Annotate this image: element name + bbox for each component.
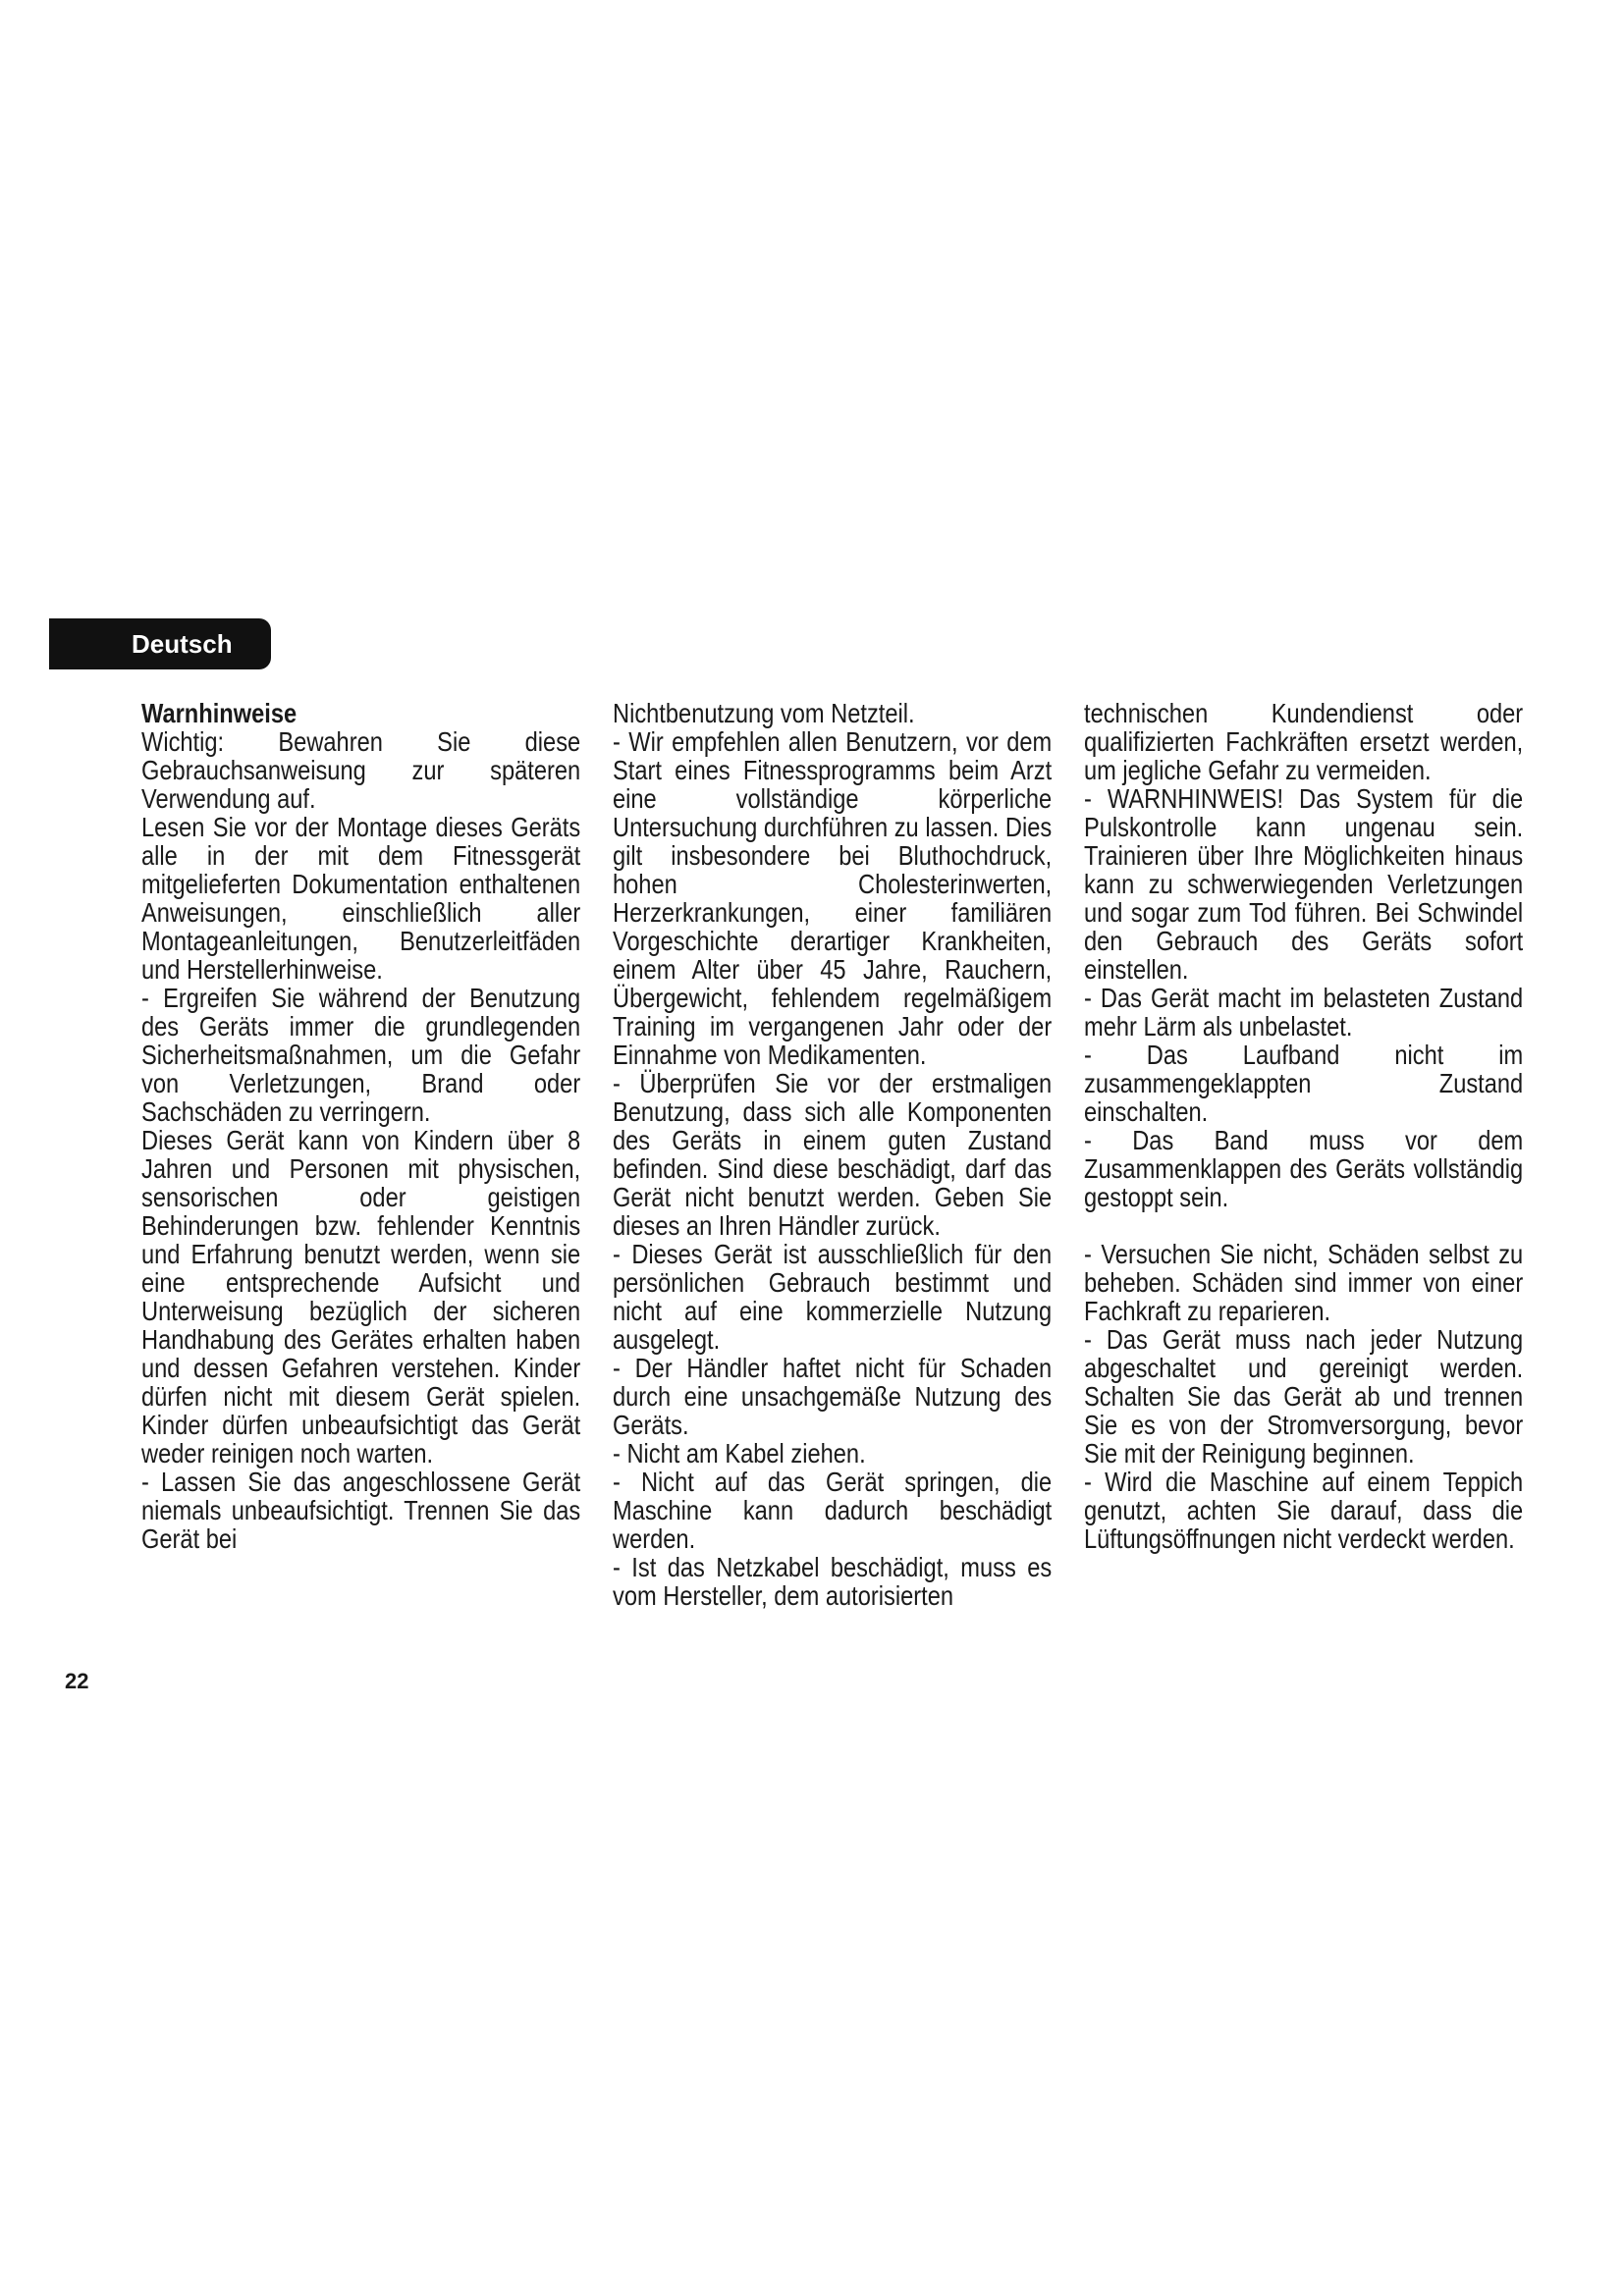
paragraph: - Das Gerät macht im belasteten Zustand mehr Lärm als unbelastet. — [1084, 983, 1524, 1041]
paragraph: - Das Gerät muss nach jeder Nutzung abgeschaltet und gereinigt werden. Schalten Sie das Gerät ab und trennen Sie es von der Stromversorgung, bevor Sie mit der Reinigung beginnen. — [1084, 1324, 1524, 1468]
paragraph: - Nicht auf das Gerät springen, die Maschine kann dadurch beschädigt werden. — [613, 1467, 1053, 1554]
paragraph: - Ergreifen Sie während der Benutzung des Geräts immer die grundlegenden Sicherheitsmaßnahmen, um die Gefahr von Verletzungen, Brand oder Sachschäden zu verringern. — [141, 983, 581, 1127]
page-number: 22 — [65, 1669, 89, 1693]
paragraph: - Nicht am Kabel ziehen. — [613, 1438, 866, 1468]
paragraph: Nichtbenutzung vom Netzteil. — [613, 698, 915, 728]
paragraph: - Ist das Netzkabel beschädigt, muss es vom Hersteller, dem autorisierten — [613, 1552, 1053, 1611]
paragraph: - Dieses Gerät ist ausschließlich für den persönlichen Gebrauch bestimmt und nicht auf eine kommerzielle Nutzung ausgelegt. — [613, 1239, 1053, 1355]
paragraph: - Überprüfen Sie vor der erstmaligen Benutzung, dass sich alle Komponenten des Geräts in einem guten Zustand befinden. Sind diese beschädigt, darf das Gerät nicht benutzt werden. Geben Sie dieses an Ihren Händler zurück. — [613, 1068, 1053, 1241]
paragraph: technischen Kundendienst oder qualifizierten Fachkräften ersetzt werden, um jegliche Gefahr zu vermeiden. — [1084, 698, 1524, 785]
paragraph: - WARNHINWEIS! Das System für die Pulskontrolle kann ungenau sein. Trainieren über Ihre Möglichkeiten hinaus kann zu schwerwiegenden Verletzungen und sogar zum Tod führen. Bei Schwindel den Gebrauch des Geräts sofort einstellen. — [1084, 783, 1524, 985]
text-column-2 — [613, 699, 1052, 1610]
text-column-1 — [141, 699, 580, 1553]
section-heading: Warnhinweise — [141, 698, 298, 728]
paragraph: Dieses Gerät kann von Kindern über 8 Jahren und Personen mit physischen, sensorischen oder geistigen Behinderungen bzw. fehlender Kenntnis und Erfahrung benutzt werden, wenn sie eine entsprechende Aufsicht und Unterweisung bezüglich der sicheren Handhabung des Gerätes erhalten haben und dessen Gefahren verstehen. Kinder dürfen nicht mit diesem Gerät spielen. Kinder dürfen unbeaufsichtigt das Gerät weder reinigen noch warten. — [141, 1125, 581, 1468]
paragraph: Lesen Sie vor der Montage dieses Geräts alle in der mit dem Fitnessgerät mitgelieferten Dokumentation enthaltenen Anweisungen, einschließlich aller Montageanleitungen, Benutzerleitfäden und Herstellerhinweise. — [141, 812, 581, 985]
paragraph: - Versuchen Sie nicht, Schäden selbst zu beheben. Schäden sind immer von einer Fachkraft zu reparieren. — [1084, 1239, 1524, 1326]
paragraph: - Das Laufband nicht im zusammengeklappten Zustand einschalten. — [1084, 1040, 1524, 1127]
paragraph-gap — [1084, 1211, 1523, 1240]
text-column-3 — [1084, 699, 1523, 1553]
paragraph: - Lassen Sie das angeschlossene Gerät niemals unbeaufsichtigt. Trennen Sie das Gerät bei — [141, 1467, 581, 1554]
language-tab-label: Deutsch — [132, 628, 233, 659]
paragraph: Wichtig: Bewahren Sie diese Gebrauchsanweisung zur späteren Verwendung auf. — [141, 726, 581, 814]
paragraph: - Der Händler haftet nicht für Schaden durch eine unsachgemäße Nutzung des Geräts. — [613, 1353, 1053, 1440]
language-tab — [49, 618, 271, 669]
paragraph: - Wird die Maschine auf einem Teppich genutzt, achten Sie darauf, dass die Lüftungsöffnungen nicht verdeckt werden. — [1084, 1467, 1524, 1554]
paragraph: - Wir empfehlen allen Benutzern, vor dem Start eines Fitnessprogramms beim Arzt eine vollständige körperliche Untersuchung durchführen zu lassen. Dies gilt insbesondere bei Bluthochdruck, hohen Cholesterinwerten, Herzerkrankungen, einer familiären Vorgeschichte derartiger Krankheiten, einem Alter über 45 Jahre, Rauchern, Übergewicht, fehlendem regelmäßigem Training im vergangenen Jahr oder der Einnahme von Medikamenten. — [613, 726, 1053, 1070]
paragraph: - Das Band muss vor dem Zusammenklappen des Geräts vollständig gestoppt sein. — [1084, 1125, 1524, 1212]
